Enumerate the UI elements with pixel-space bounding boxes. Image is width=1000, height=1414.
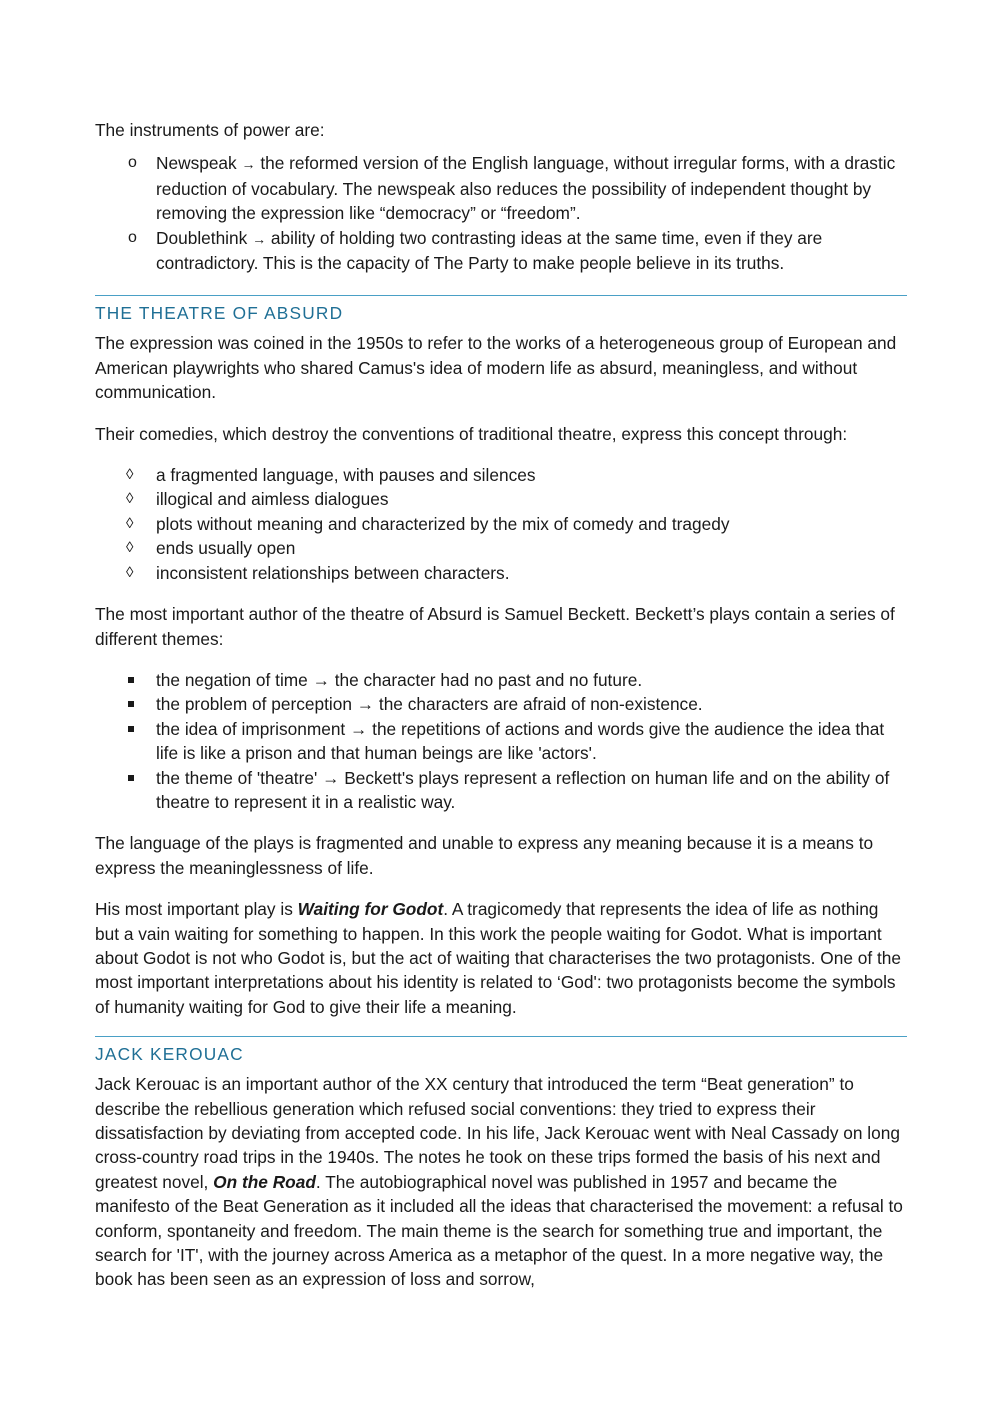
power-instruments-list: [95, 151, 907, 275]
diamond-bullet-icon: ◊: [126, 514, 134, 532]
paragraph: The language of the plays is fragmented and unable to express any meaning because it is a means to express the meaninglessness of life.: [95, 833, 874, 878]
circle-bullet-icon: o: [128, 228, 137, 246]
item-term: the theme of 'theatre': [156, 767, 318, 788]
list-item: [95, 766, 907, 815]
list-item: [95, 463, 907, 487]
item-text: the repetitions of actions and words give the audience the idea that life is like a prison and that human beings are like 'actors'.: [156, 718, 885, 764]
arrow-icon: →: [252, 230, 267, 247]
section-heading-absurd: THE THEATRE OF ABSURD: [95, 295, 907, 325]
list-item: [95, 668, 907, 692]
circle-bullet-icon: o: [128, 154, 137, 172]
list-item: [95, 151, 907, 225]
arrow-icon: →: [350, 718, 368, 739]
item-text: inconsistent relationships between characters.: [156, 562, 510, 583]
item-text: ends usually open: [156, 538, 296, 559]
diamond-bullet-icon: ◊: [126, 539, 134, 557]
diamond-bullet-icon: ◊: [126, 466, 134, 484]
list-item: [95, 487, 907, 511]
item-term: the negation of time: [156, 669, 308, 690]
document-page: [95, 118, 907, 1309]
paragraph-text: Jack Kerouac is an important author of the XX century that introduced the term “Beat generation” to describe the rebellious generation which refused social conventions: they tried to express their dissatisfaction by deviating from accepted code. In his life, Jack Kerouac went with Neal Cassady on long cross-country road trips in the 1940s. The notes he took on these trips formed the basis of his next and greatest novel,: [95, 1074, 900, 1192]
play-title: Waiting for Godot: [297, 899, 444, 920]
list-item: [95, 536, 907, 560]
square-bullet-icon: [95, 766, 156, 781]
paragraph: The most important author of the theatre of Absurd is Samuel Beckett. Beckett’s plays contain a series of different themes:: [95, 604, 895, 649]
diamond-bullet-icon: ◊: [126, 490, 134, 508]
item-text: the character had no past and no future.: [334, 669, 643, 690]
paragraph: The expression was coined in the 1950s to refer to the works of a heterogeneous group of European and American playwrights who shared Camus's idea of modern life as absurd, meaningless, and without communication.: [95, 333, 897, 403]
list-item: [95, 717, 907, 766]
item-text: illogical and aimless dialogues: [156, 489, 389, 510]
item-term: the idea of imprisonment: [156, 718, 346, 739]
list-item: [95, 561, 907, 585]
square-bullet-icon: [95, 692, 156, 707]
item-term: Doublethink: [156, 227, 248, 248]
square-bullet-icon: [95, 717, 156, 732]
item-text: Beckett's plays represent a reflection on human life and on the ability of theatre to represent it in a realistic way.: [156, 767, 890, 812]
absurd-features-list: [95, 463, 907, 585]
paragraph: Their comedies, which destroy the conventions of traditional theatre, express this concept through:: [95, 423, 848, 444]
paragraph-text: . A tragicomedy that represents the idea of life as nothing but a vain waiting for something to happen. In this work the people waiting for Godot. What is important about Godot is not who Godot is, but the act of waiting that characterises the two protagonists. One of the most important interpretations about his identity is related to ‘God': two protagonists become the symbols of humanity waiting for God to give their life a meaning.: [95, 899, 901, 1017]
diamond-bullet-icon: ◊: [126, 563, 134, 581]
arrow-icon: →: [241, 156, 256, 173]
arrow-icon: →: [312, 669, 330, 690]
item-term: Newspeak: [156, 153, 237, 174]
novel-title: On the Road: [213, 1171, 316, 1192]
beckett-themes-list: [95, 668, 907, 814]
list-item: [95, 226, 907, 276]
paragraph-text: . The autobiographical novel was published in 1957 and became the manifesto of the Beat Generation as it included all the ideas that characterised the movement: a refusal to conform, spontaneity and freedom. The main theme is the search for something true and important, the search for 'IT', with the journey across America as a metaphor of the quest. In a more negative way, the book has been seen as an expression of loss and sorrow,: [95, 1171, 903, 1290]
arrow-icon: →: [356, 694, 375, 715]
paragraph: [95, 1072, 907, 1292]
intro-text: The instruments of power are:: [95, 120, 325, 140]
paragraph-text: His most important play is: [95, 899, 298, 920]
item-text: ability of holding two contrasting ideas at the same time, even if they are contradictory. This is the capacity of The Party to make people believe in its truths.: [156, 227, 823, 274]
paragraph: [95, 897, 907, 1019]
list-item: [95, 512, 907, 536]
list-item: [95, 692, 907, 716]
section-heading-kerouac: JACK KEROUAC: [95, 1036, 907, 1066]
item-term: the problem of perception: [156, 694, 352, 715]
item-text: a fragmented language, with pauses and silences: [156, 465, 536, 486]
arrow-icon: →: [322, 767, 340, 788]
item-text: the reformed version of the English language, without irregular forms, with a drastic reduction of vocabulary. The newspeak also reduces the possibility of independent thought by removing the expression like “democracy” or “freedom”.: [156, 153, 896, 224]
square-bullet-icon: [95, 668, 156, 683]
item-text: the characters are afraid of non-existence.: [378, 694, 703, 715]
item-text: plots without meaning and characterized by the mix of comedy and tragedy: [156, 513, 730, 534]
